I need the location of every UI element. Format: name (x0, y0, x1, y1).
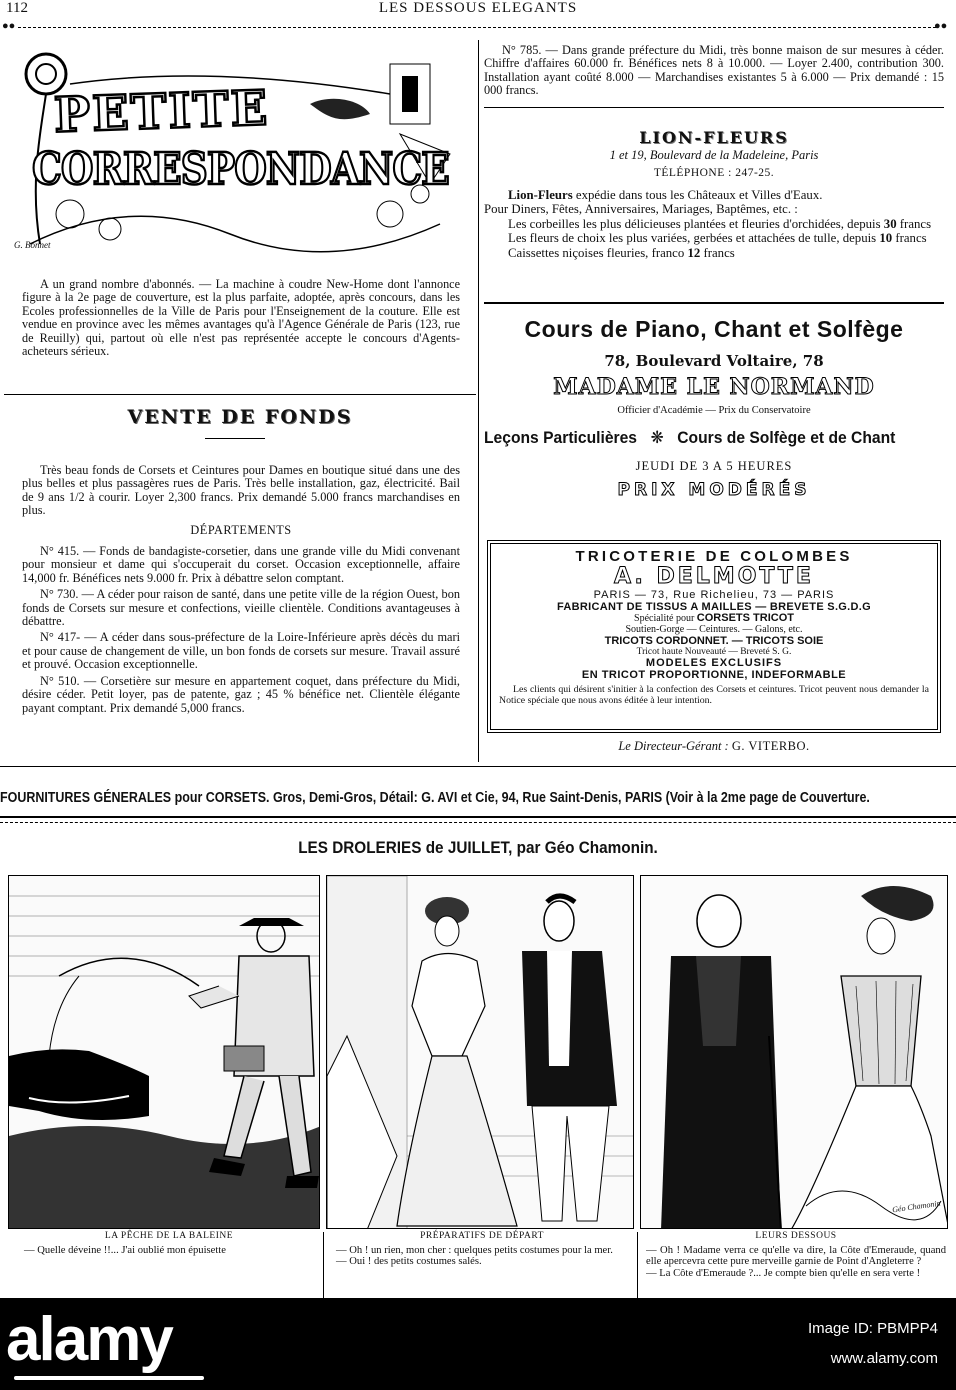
header-rule (18, 27, 936, 28)
lion-fleurs-telephone: TÉLÉPHONE : 247-25. (653, 167, 775, 179)
lion-price: 12 (687, 245, 701, 260)
lion-text: Caissettes niçoises fleuries, franco (508, 245, 685, 260)
comic-caption-1 (24, 1231, 314, 1256)
comic-title: LES DROLERIES de JUILLET, par Géo Chamonin. (298, 838, 658, 857)
vente-item: N° 417- — A céder dans sous-préfecture de la Loire-Inférieure après décès du mari et pour cause de changement de ville, un bon fonds de corsets sur mesure. Travail assuré et prouvé. Occasion exceptionnelle. (22, 630, 460, 672)
lion-francs: francs (703, 245, 735, 260)
tricoterie-address: PARIS — 73, Rue Richelieu, 73 — PARIS (593, 589, 835, 601)
caption-text: — Oh ! Madame verra ce qu'elle va dire, la Côte d'Emeraude, quand elle apercevra cette pure merveille garnie de Point d'Angleterre ? — La Côte d'Emeraude ?... Je compte bien qu'elle en sera verte ! (646, 1244, 946, 1279)
directeur-name: G. VITERBO. (731, 739, 810, 753)
vente-body (22, 464, 460, 718)
header-ornament-left-icon: ●● (2, 20, 16, 32)
vente-item: N° 415. — Fonds de bandagiste-corsetier, dans une grande ville du Midi convenant pour monsieur et dame qui s'occuperait du corset. Occasion exceptionnelle, affaire 14,000 fr. Bénéfices nets 9.000 fr. Prix à débattre selon comptant. (22, 544, 460, 585)
tricoterie-tricots: TRICOTS CORDONNET. — TRICOTS SOIE (604, 635, 824, 647)
comic-panel-3 (640, 875, 948, 1229)
watermark-bar (0, 1298, 956, 1390)
title-underline (205, 438, 265, 439)
departements-heading: DÉPARTEMENTS (190, 522, 292, 537)
comic-panel-2 (326, 875, 634, 1229)
lion-fleurs-address: 1 et 19, Boulevard de la Madeleine, Paris (609, 148, 819, 162)
vente-item: N° 730. — A céder pour raison de santé, dans une petite ville de la région Ouest, bon fonds de Corsets sur mesure et confections, vieille clientèle. Conditions avantageuses à débattre. (22, 587, 460, 629)
cours-lecons: Leçons Particulières (484, 428, 638, 447)
lion-text: Pour Diners, Fêtes, Anniversaires, Mariages, Baptêmes, etc. : (484, 202, 798, 217)
tricoterie-nouveaute: Tricot haute Nouveauté — Breveté S. G. (636, 647, 792, 657)
lion-text: Les fleurs de choix les plus variées, gerbées et attachées de tulle, depuis (508, 231, 877, 246)
cours-teacher: MADAME LE NORMAND (553, 374, 875, 400)
logo-line2: CORRESPONDANCE (32, 144, 449, 195)
watermark-brand: alamy (6, 1305, 172, 1374)
comic-caption-3 (646, 1231, 946, 1279)
tricoterie-specialite-label: Spécialité pour (634, 613, 695, 624)
caption-text: — Oh ! un rien, mon cher : quelques petits costumes pour la mer. — Oui ! des petits costumes salés. (336, 1244, 613, 1268)
whale-fishing-illustration-icon (9, 876, 320, 1229)
section-rule (0, 822, 956, 823)
cours-schedule: JEUDI DE 3 A 5 HEURES (635, 459, 793, 473)
caption-divider (637, 1232, 638, 1298)
lion-fleurs-body (484, 188, 944, 260)
watermark-url: www.alamy.com (830, 1350, 938, 1367)
directeur-line (484, 739, 944, 754)
caption-title: PRÉPARATIFS DE DÉPART (420, 1231, 544, 1241)
cours-title: Cours de Piano, Chant et Solfège (524, 316, 904, 342)
section-rule (484, 107, 944, 108)
section-rule (4, 394, 476, 395)
annonce-785 (484, 44, 944, 101)
section-rule (0, 766, 956, 767)
tricoterie-proportionne: EN TRICOT PROPORTIONNE, INDEFORMABLE (581, 669, 847, 681)
section-rule (484, 302, 944, 304)
panel-signature: Géo Chamonin (891, 1198, 942, 1215)
watermark-image-id: Image ID: PBMPP4 (807, 1320, 938, 1337)
correspondance-text (22, 278, 460, 361)
header-ornament-right-icon: ●● (934, 20, 948, 32)
comic-caption-2 (336, 1231, 628, 1268)
departure-illustration-icon (327, 876, 634, 1229)
section-rule (0, 816, 956, 818)
logo-line1: PETITE (53, 80, 271, 144)
fournitures-banner: FOURNITURES GÉNERALES pour CORSETS. Gros, Demi-Gros, Détail: G. AVI et Cie, 94, Rue Saint-Denis, PARIS (Voir à la 2me page de Couverture. (0, 790, 870, 806)
cours-address: 78, Boulevard Voltaire, 78 (604, 352, 824, 370)
lion-francs: francs (899, 216, 932, 231)
lion-fleurs-title: LION-FLEURS (639, 128, 789, 147)
cours-solfege: Cours de Solfège et de Chant (677, 428, 896, 447)
vente-intro: Très beau fonds de Corsets et Ceintures pour Dames en boutique situé dans une des plus belles et plus passagères rues de Paris. Très belle installation, gaz, électricité. Bail de 9 ans 1/2 à courir. Loyer 2,300 francs. Prix demandé 5.000 francs marchandises en plus. (22, 463, 460, 518)
directeur-label: Le Directeur-Gérant : (618, 739, 729, 753)
vente-title: VENTE DE FONDS (127, 406, 353, 428)
tricoterie-specialite: CORSETS TRICOT (696, 612, 794, 624)
lion-francs: francs (895, 231, 927, 246)
comic-panel-1 (8, 875, 320, 1229)
column-divider (478, 40, 479, 762)
lion-text: Les corbeilles les plus délicieuses plantées et fleuries d'orchidées, depuis (508, 216, 881, 231)
tricoterie-title: TRICOTERIE DE COLOMBES (575, 548, 853, 565)
tricoterie-ad (490, 543, 938, 730)
corset-illustration-icon (641, 876, 948, 1229)
cours-prix: PRIX MODÉRÉS (617, 480, 811, 500)
caption-title: LEURS DESSOUS (755, 1231, 837, 1241)
vente-item: N° 510. — Corsetière sur mesure en appartement coquet, dans préfecture du Midi, désire céder. Petit loyer, pas de patente, gaz ; 45 % bénéfice net. Clientèle élégante payant comptant. Prix demandé 5,000 francs. (22, 673, 460, 715)
correspondance-paragraph: A un grand nombre d'abonnés. — La machine à coudre New-Home dont l'annonce figure à la 2e page de couverture, est la plus parfaite, adoptée, après concours, dans les Ecoles professionnelles de la Ville de Paris pour l'Enseignement de la couture. Elle est vendue en province avec les mêmes avantages qu'à l'Agence Générale de Paris (123, rue de Reuilly) qui, partout où elle n'est pas représentée accepte le concours d'Agents-acheteurs sérieux. (22, 277, 460, 359)
tricoterie-owner: A. DELMOTTE (614, 564, 814, 589)
caption-divider (323, 1232, 324, 1298)
tricoterie-modeles: MODELES EXCLUSIFS (645, 657, 783, 669)
caption-text: — Quelle déveine !!... J'ai oublié mon épuisette (24, 1244, 226, 1256)
logo-signature: G. Bonnet (14, 240, 51, 250)
lion-text: expédie dans tous les Châteaux et Villes d'Eaux. (575, 188, 823, 202)
tricoterie-fabricant: FABRICANT DE TISSUS A MAILLES — BREVETE S.G.D.G (557, 601, 871, 613)
journal-title: LES DESSOUS ELEGANTS (378, 0, 578, 16)
lion-fleurs-brand: Lion-Fleurs (508, 188, 573, 202)
lion-price: 30 (883, 216, 897, 231)
tricoterie-items: Soutien-Gorge — Ceintures. — Galons, etc. (625, 624, 803, 635)
caption-title: LA PÊCHE DE LA BALEINE (104, 1231, 234, 1241)
page-number: 112 (6, 0, 28, 16)
petite-correspondance-logo (10, 44, 470, 260)
tricoterie-footer: Les clients qui désirent s'initier à la confection des Corsets et ceintures. Tricot peuvent nous demander la Notice spéciale que nous avons éditée à leur intention. (499, 684, 929, 706)
lion-price: 10 (879, 231, 893, 246)
annonce-785-text: N° 785. — Dans grande préfecture du Midi, très bonne maison de sur mesures à céder. Chiffre d'affaires 60.000 fr. Bénéfices nets 8 à 10.000. — Loyer 2.400, contribution 300. Installation ayant coûté 8.000 — Marchandises existantes 5 à 6.000 — Prix demandé : 15 000 francs. (484, 43, 944, 98)
cours-credentials: Officier d'Académie — Prix du Conservatoire (617, 405, 811, 416)
cours-lecons-line (484, 428, 911, 448)
watermark-underline (14, 1376, 204, 1380)
flower-ornament-icon: ❋ (650, 428, 664, 447)
